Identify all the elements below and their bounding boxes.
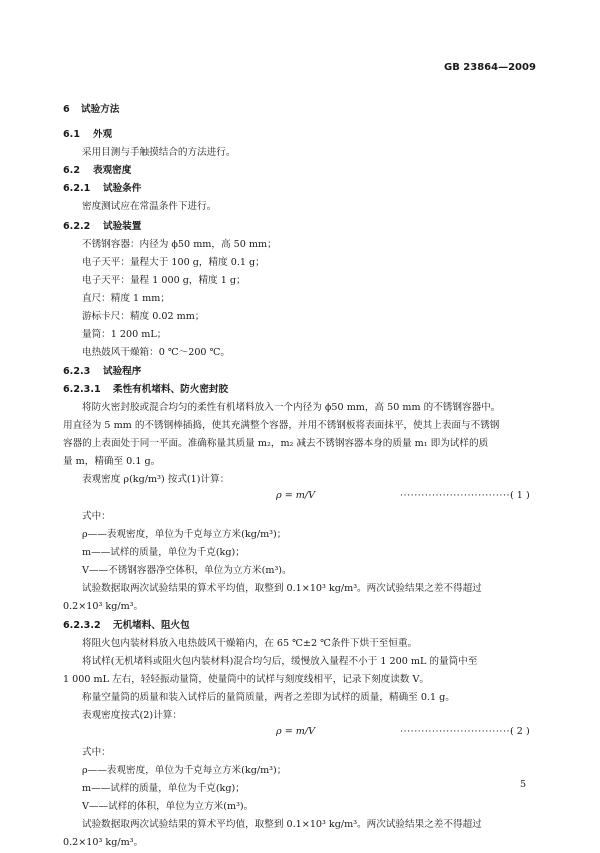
- formula-1: ρ = m/V: [276, 490, 316, 501]
- equipment-item: 直尺：精度 1 mm；: [82, 293, 170, 304]
- formula-number: ( 2 ): [510, 726, 530, 737]
- paragraph-line: 量 m，精确至 0.1 g。: [63, 456, 161, 467]
- symbol-definition: V——试样的体积，单位为立方米(m³)。: [82, 801, 254, 812]
- equipment-item: 量筒：1 200 mL；: [82, 329, 167, 340]
- section-title: 外观: [93, 129, 113, 140]
- section-number: 6.2.3: [63, 366, 91, 377]
- section-title: 试验条件: [103, 183, 142, 194]
- section-title: 试验装置: [103, 221, 142, 232]
- symbol-definition: m——试样的质量，单位为千克(kg)；: [82, 547, 245, 558]
- equipment-item: 电子天平：量程大于 100 g，精度 0.1 g；: [82, 257, 265, 268]
- result-line: 0.2×10³ kg/m³。: [63, 837, 144, 848]
- page-number: 5: [520, 779, 527, 790]
- paragraph-line: 将防火密封胶或混合均匀的柔性有机堵料放入一个内径为 ϕ50 mm，高 50 mm 的不锈钢容器中。: [82, 402, 501, 413]
- symbol-definition: ρ——表观密度，单位为千克每立方米(kg/m³)；: [82, 529, 287, 540]
- equipment-item: 不锈钢容器：内径为 ϕ50 mm，高 50 mm；: [82, 239, 277, 250]
- section-6-2-heading: [63, 162, 131, 176]
- section-number: 6.2: [63, 165, 80, 176]
- formula-number: ( 1 ): [510, 490, 530, 501]
- equipment-item: 电子天平：量程 1 000 g，精度 1 g；: [82, 275, 246, 286]
- formula-intro: 表观密度 ρ(kg/m³) 按式(1)计算：: [82, 474, 230, 485]
- symbol-definition: V——不锈钢容器净空体积，单位为立方米(m³)。: [82, 565, 292, 576]
- section-title: 柔性有机堵料、防火密封胶: [113, 384, 229, 395]
- section-number: 6.2.3.2: [63, 620, 101, 631]
- where-label: 式中：: [82, 511, 111, 522]
- symbol-definition: m——试样的质量，单位为千克(kg)；: [82, 783, 245, 794]
- section-6-1-heading: [63, 126, 112, 140]
- paragraph: 称量空量筒的质量和装入试样后的量筒质量，两者之差即为试样的质量，精确至 0.1 g。: [82, 692, 455, 703]
- section-6-2-3-1-heading: [63, 381, 228, 395]
- section-number: 6.2.1: [63, 183, 91, 194]
- equipment-item: 电热鼓风干燥箱：0 ℃～200 ℃。: [82, 347, 230, 358]
- paragraph-line: 用直径为 5 mm 的不锈钢棒插捣，使其充满整个容器，并用不锈钢板将表面抹平，使其上表面与不锈钢: [63, 420, 500, 431]
- section-title: 试验程序: [103, 366, 142, 377]
- formula-intro: 表观密度按式(2)计算：: [82, 710, 182, 721]
- section-title: 无机堵料、阻火包: [113, 620, 190, 631]
- formula-leader: ································: [400, 726, 514, 737]
- section-6-2-3-heading: [63, 363, 141, 377]
- paragraph-line: 1 000 mL 左右，轻轻振动量筒，使量筒中的试样与刻度线相平，记录下刻度读数 V。: [63, 674, 430, 685]
- paragraph: 采用目测与手触摸结合的方法进行。: [82, 147, 236, 158]
- paragraph-line: 容器的上表面处于同一平面。准确称量其质量 m₂，m₂ 减去不锈钢容器本身的质量 m₁ 即为试样的质: [63, 438, 489, 449]
- formula-2: ρ = m/V: [276, 726, 316, 737]
- where-label: 式中：: [82, 747, 111, 758]
- formula-leader: ································: [400, 490, 514, 501]
- paragraph: 将阻火包内装材料放入电热鼓风干燥箱内，在 65 ℃±2 ℃条件下烘干至恒重。: [82, 638, 418, 649]
- result-line: 0.2×10³ kg/m³。: [63, 601, 144, 612]
- paragraph-line: 将试样(无机堵料或阻火包内装材料)混合均匀后，缓慢放入量程不小于 1 200 mL 的量筒中至: [82, 656, 478, 667]
- section-6-2-2-heading: [63, 218, 141, 232]
- section-number: 6.2.3.1: [63, 384, 101, 395]
- section-title: 表观密度: [93, 165, 132, 176]
- section-number: 6: [63, 104, 70, 115]
- section-6-heading: [63, 101, 119, 115]
- symbol-definition: ρ——表观密度，单位为千克每立方米(kg/m³)；: [82, 765, 287, 776]
- section-number: 6.2.2: [63, 221, 91, 232]
- paragraph: 密度测试应在常温条件下进行。: [82, 201, 217, 212]
- section-6-2-3-2-heading: [63, 617, 190, 631]
- equipment-item: 游标卡尺：精度 0.02 mm；: [82, 311, 205, 322]
- result-line: 试验数据取两次试验结果的算术平均值，取整到 0.1×10³ kg/m³。两次试验结果之差不得超过: [82, 583, 482, 594]
- section-6-2-1-heading: [63, 180, 141, 194]
- section-title: 试验方法: [81, 104, 120, 115]
- result-line: 试验数据取两次试验结果的算术平均值，取整到 0.1×10³ kg/m³。两次试验结果之差不得超过: [82, 819, 482, 830]
- section-number: 6.1: [63, 129, 80, 140]
- standard-code: GB 23864—2009: [444, 62, 536, 73]
